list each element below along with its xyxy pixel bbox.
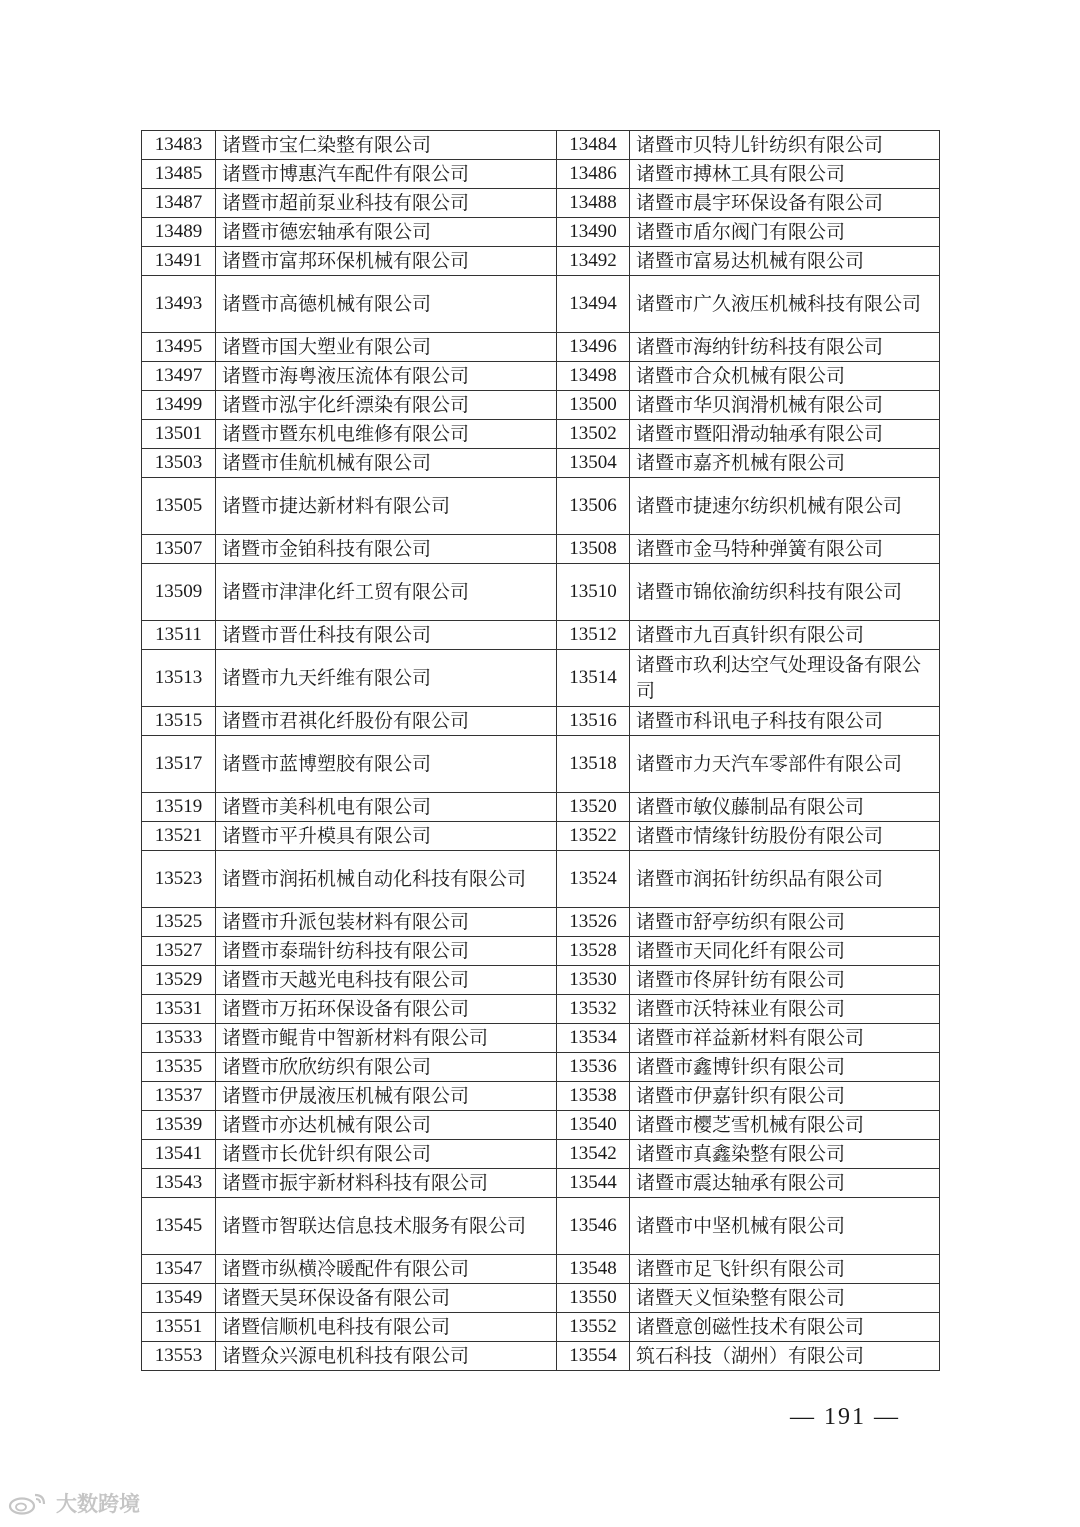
company-name: 诸暨市伊嘉针织有限公司 [630,1082,940,1111]
company-name: 诸暨市泰瑞针纺科技有限公司 [216,937,557,966]
company-name: 诸暨信顺机电科技有限公司 [216,1313,557,1342]
company-name: 诸暨市德宏轴承有限公司 [216,218,557,247]
company-name: 诸暨市润拓针纺织品有限公司 [630,851,940,908]
entry-number: 13516 [557,707,630,736]
company-name: 诸暨市力天汽车零部件有限公司 [630,736,940,793]
table-row [142,276,940,333]
table-row [142,793,940,822]
company-name: 诸暨市亦达机械有限公司 [216,1111,557,1140]
company-name: 诸暨市海纳针纺科技有限公司 [630,333,940,362]
company-name: 诸暨市科讯电子科技有限公司 [630,707,940,736]
entry-number: 13491 [142,247,216,276]
company-name: 诸暨市祥益新材料有限公司 [630,1024,940,1053]
company-name: 诸暨市振宇新材料科技有限公司 [216,1169,557,1198]
table-row [142,1342,940,1371]
entry-number: 13540 [557,1111,630,1140]
company-name: 诸暨市广久液压机械科技有限公司 [630,276,940,333]
entry-number: 13526 [557,908,630,937]
entry-number: 13510 [557,564,630,621]
company-name: 诸暨市伊晟液压机械有限公司 [216,1082,557,1111]
company-name: 诸暨市暨阳滑动轴承有限公司 [630,420,940,449]
entry-number: 13537 [142,1082,216,1111]
company-name: 诸暨市九天纤维有限公司 [216,650,557,707]
entry-number: 13542 [557,1140,630,1169]
entry-number: 13500 [557,391,630,420]
company-name: 诸暨市博惠汽车配件有限公司 [216,160,557,189]
entry-number: 13513 [142,650,216,707]
entry-number: 13550 [557,1284,630,1313]
company-name: 诸暨市津津化纤工贸有限公司 [216,564,557,621]
company-name: 诸暨市华贝润滑机械有限公司 [630,391,940,420]
company-name: 诸暨市舒亭纺织有限公司 [630,908,940,937]
company-list-table [141,130,940,1371]
entry-number: 13527 [142,937,216,966]
entry-number: 13544 [557,1169,630,1198]
table-row [142,218,940,247]
company-name: 诸暨天昊环保设备有限公司 [216,1284,557,1313]
table-row [142,851,940,908]
entry-number: 13520 [557,793,630,822]
table-row [142,189,940,218]
table-row [142,621,940,650]
entry-number: 13543 [142,1169,216,1198]
entry-number: 13553 [142,1342,216,1371]
entry-number: 13484 [557,131,630,160]
company-name: 诸暨市搏林工具有限公司 [630,160,940,189]
entry-number: 13552 [557,1313,630,1342]
entry-number: 13515 [142,707,216,736]
table-row [142,1255,940,1284]
entry-number: 13501 [142,420,216,449]
table-row [142,937,940,966]
entry-number: 13530 [557,966,630,995]
sina-weibo-logo-icon [8,1491,52,1515]
table-row [142,995,940,1024]
company-list-body [142,131,940,1371]
entry-number: 13519 [142,793,216,822]
entry-number: 13492 [557,247,630,276]
watermark-text: 大数跨境 [56,1492,140,1516]
entry-number: 13503 [142,449,216,478]
table-row [142,131,940,160]
table-row [142,966,940,995]
table-row [142,707,940,736]
company-name: 诸暨市平升模具有限公司 [216,822,557,851]
entry-number: 13505 [142,478,216,535]
entry-number: 13495 [142,333,216,362]
company-name: 诸暨市合众机械有限公司 [630,362,940,391]
entry-number: 13535 [142,1053,216,1082]
entry-number: 13521 [142,822,216,851]
table-row [142,362,940,391]
company-name: 诸暨市捷速尔纺织机械有限公司 [630,478,940,535]
company-name: 诸暨市天同化纤有限公司 [630,937,940,966]
company-name: 诸暨市捷达新材料有限公司 [216,478,557,535]
company-name: 诸暨市蓝博塑胶有限公司 [216,736,557,793]
entry-number: 13514 [557,650,630,707]
company-name: 诸暨市贝特儿针纺织有限公司 [630,131,940,160]
table-row [142,1082,940,1111]
entry-number: 13528 [557,937,630,966]
page-number: — 191 — [790,1404,900,1430]
entry-number: 13533 [142,1024,216,1053]
company-name: 诸暨市锦依渝纺织科技有限公司 [630,564,940,621]
table-row [142,1024,940,1053]
entry-number: 13518 [557,736,630,793]
watermark [8,1488,140,1518]
table-row [142,478,940,535]
entry-number: 13534 [557,1024,630,1053]
entry-number: 13547 [142,1255,216,1284]
company-name: 诸暨市盾尔阀门有限公司 [630,218,940,247]
entry-number: 13517 [142,736,216,793]
entry-number: 13549 [142,1284,216,1313]
table-row [142,160,940,189]
entry-number: 13488 [557,189,630,218]
company-name: 诸暨众兴源电机科技有限公司 [216,1342,557,1371]
table-row [142,1111,940,1140]
table-row [142,564,940,621]
table-row [142,1053,940,1082]
entry-number: 13531 [142,995,216,1024]
company-name: 诸暨市晨宇环保设备有限公司 [630,189,940,218]
company-name: 诸暨市敏仪藤制品有限公司 [630,793,940,822]
company-name: 诸暨市智联达信息技术服务有限公司 [216,1198,557,1255]
entry-number: 13536 [557,1053,630,1082]
entry-number: 13498 [557,362,630,391]
entry-number: 13494 [557,276,630,333]
entry-number: 13548 [557,1255,630,1284]
company-name: 诸暨意创磁性技术有限公司 [630,1313,940,1342]
company-name: 诸暨市天越光电科技有限公司 [216,966,557,995]
company-name: 诸暨市沃特袜业有限公司 [630,995,940,1024]
table-row [142,333,940,362]
entry-number: 13486 [557,160,630,189]
entry-number: 13538 [557,1082,630,1111]
table-row [142,449,940,478]
company-name: 诸暨市长优针织有限公司 [216,1140,557,1169]
entry-number: 13522 [557,822,630,851]
table-row [142,650,940,707]
company-name: 诸暨市九百真针织有限公司 [630,621,940,650]
table-row [142,247,940,276]
company-name: 诸暨市鑫博针织有限公司 [630,1053,940,1082]
company-name: 诸暨市美科机电有限公司 [216,793,557,822]
company-name: 诸暨市真鑫染整有限公司 [630,1140,940,1169]
entry-number: 13497 [142,362,216,391]
company-name: 诸暨市金铂科技有限公司 [216,535,557,564]
entry-number: 13483 [142,131,216,160]
entry-number: 13545 [142,1198,216,1255]
company-name: 诸暨市万拓环保设备有限公司 [216,995,557,1024]
entry-number: 13490 [557,218,630,247]
entry-number: 13502 [557,420,630,449]
entry-number: 13489 [142,218,216,247]
entry-number: 13506 [557,478,630,535]
company-name: 诸暨市润拓机械自动化科技有限公司 [216,851,557,908]
table-row [142,822,940,851]
company-name: 诸暨市泓宇化纤漂染有限公司 [216,391,557,420]
company-name: 诸暨市玖利达空气处理设备有限公司 [630,650,940,707]
entry-number: 13529 [142,966,216,995]
entry-number: 13496 [557,333,630,362]
company-name: 诸暨市暨东机电维修有限公司 [216,420,557,449]
entry-number: 13504 [557,449,630,478]
company-name: 诸暨市佟屏针纺有限公司 [630,966,940,995]
company-name: 诸暨市樱芝雪机械有限公司 [630,1111,940,1140]
table-row [142,736,940,793]
company-name: 诸暨市中坚机械有限公司 [630,1198,940,1255]
entry-number: 13525 [142,908,216,937]
entry-number: 13493 [142,276,216,333]
entry-number: 13541 [142,1140,216,1169]
company-name: 诸暨市情缘针纺股份有限公司 [630,822,940,851]
company-name: 诸暨市晋仕科技有限公司 [216,621,557,650]
company-name: 诸暨市超前泵业科技有限公司 [216,189,557,218]
entry-number: 13546 [557,1198,630,1255]
company-name: 诸暨市嘉齐机械有限公司 [630,449,940,478]
company-name: 诸暨市宝仁染整有限公司 [216,131,557,160]
table-row [142,1140,940,1169]
company-name: 筑石科技（湖州）有限公司 [630,1342,940,1371]
table-row [142,391,940,420]
table-row [142,1313,940,1342]
company-name: 诸暨市震达轴承有限公司 [630,1169,940,1198]
entry-number: 13509 [142,564,216,621]
company-name: 诸暨市佳航机械有限公司 [216,449,557,478]
table-row [142,420,940,449]
entry-number: 13539 [142,1111,216,1140]
company-name: 诸暨市富邦环保机械有限公司 [216,247,557,276]
entry-number: 13507 [142,535,216,564]
company-name: 诸暨市金马特种弹簧有限公司 [630,535,940,564]
table-row [142,1284,940,1313]
company-name: 诸暨市君祺化纤股份有限公司 [216,707,557,736]
entry-number: 13499 [142,391,216,420]
company-name: 诸暨市足飞针织有限公司 [630,1255,940,1284]
entry-number: 13512 [557,621,630,650]
entry-number: 13485 [142,160,216,189]
company-name: 诸暨市纵横冷暖配件有限公司 [216,1255,557,1284]
company-name: 诸暨天义恒染整有限公司 [630,1284,940,1313]
company-name: 诸暨市国大塑业有限公司 [216,333,557,362]
table-row [142,1198,940,1255]
entry-number: 13532 [557,995,630,1024]
company-name: 诸暨市海粤液压流体有限公司 [216,362,557,391]
company-name: 诸暨市欣欣纺织有限公司 [216,1053,557,1082]
company-name: 诸暨市鲲肯中智新材料有限公司 [216,1024,557,1053]
table-row [142,535,940,564]
entry-number: 13487 [142,189,216,218]
table-row [142,908,940,937]
entry-number: 13508 [557,535,630,564]
table-row [142,1169,940,1198]
entry-number: 13524 [557,851,630,908]
entry-number: 13551 [142,1313,216,1342]
entry-number: 13511 [142,621,216,650]
company-name: 诸暨市富易达机械有限公司 [630,247,940,276]
company-name: 诸暨市升派包装材料有限公司 [216,908,557,937]
entry-number: 13554 [557,1342,630,1371]
entry-number: 13523 [142,851,216,908]
company-name: 诸暨市高德机械有限公司 [216,276,557,333]
